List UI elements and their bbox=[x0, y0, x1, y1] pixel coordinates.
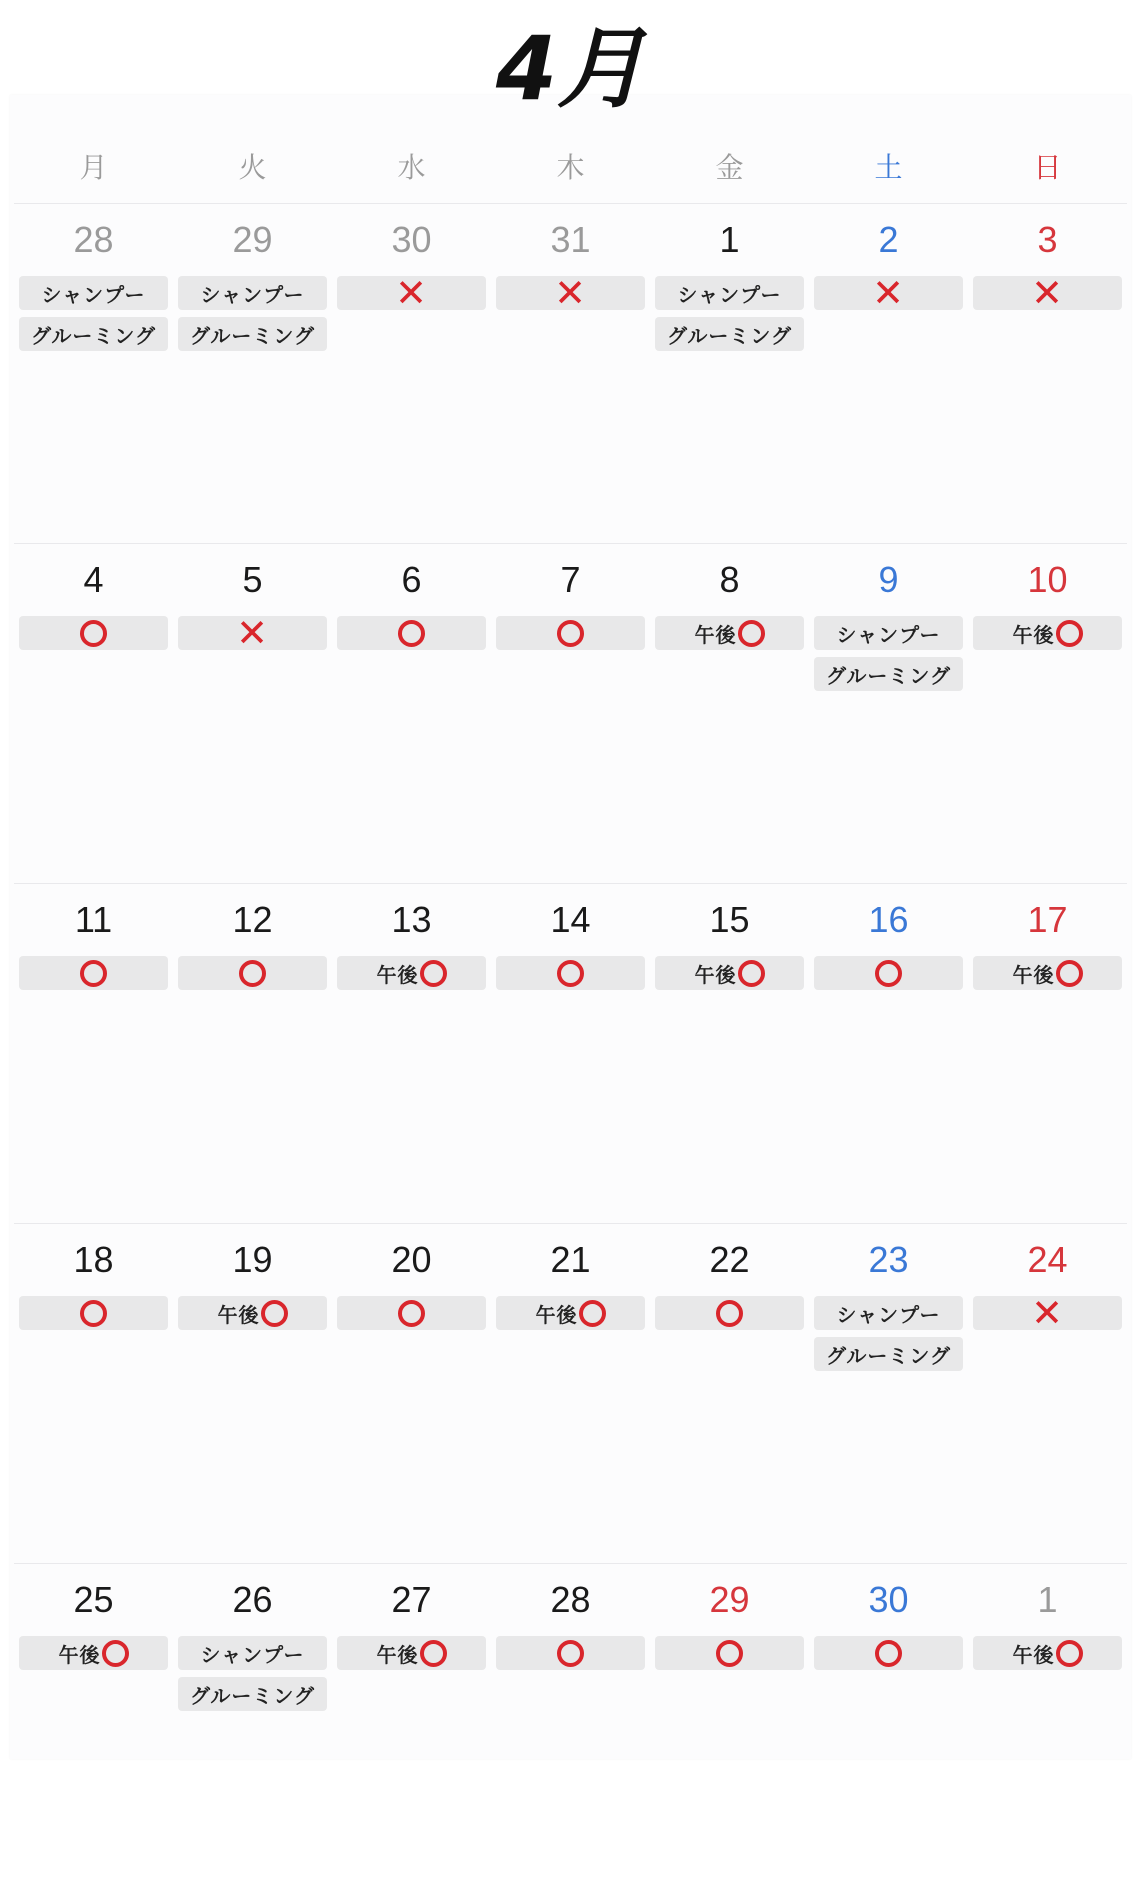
day-number: 1 bbox=[1037, 1579, 1058, 1620]
unavailable-cross-icon[interactable]: ✕ bbox=[178, 616, 327, 650]
grooming-tag[interactable]: グルーミング bbox=[814, 657, 963, 691]
day-events bbox=[496, 276, 645, 317]
available-circle-icon[interactable] bbox=[814, 1636, 963, 1670]
shampoo-tag[interactable]: シャンプー bbox=[814, 616, 963, 650]
day-cell[interactable] bbox=[968, 1224, 1127, 1564]
grooming-tag[interactable]: グルーミング bbox=[655, 317, 804, 351]
day-events bbox=[655, 616, 804, 657]
calendar-week-3 bbox=[14, 883, 1127, 1224]
afternoon-label: 午後 bbox=[1012, 1642, 1055, 1667]
day-number: 21 bbox=[550, 1239, 591, 1280]
day-events bbox=[337, 1636, 486, 1677]
day-events bbox=[19, 616, 168, 657]
unavailable-cross-icon[interactable]: ✕ bbox=[496, 276, 645, 310]
day-cell[interactable] bbox=[968, 204, 1127, 544]
day-cell[interactable] bbox=[809, 1224, 968, 1564]
shampoo-tag[interactable]: シャンプー bbox=[178, 276, 327, 310]
day-cell[interactable] bbox=[332, 884, 491, 1224]
day-events bbox=[655, 1296, 804, 1337]
afternoon-available-tag[interactable] bbox=[973, 616, 1122, 650]
grooming-tag[interactable]: グルーミング bbox=[19, 317, 168, 351]
afternoon-available-tag[interactable] bbox=[973, 1636, 1122, 1670]
day-cell[interactable] bbox=[14, 1224, 173, 1564]
day-number: 29 bbox=[709, 1579, 750, 1620]
unavailable-cross-icon[interactable]: ✕ bbox=[814, 276, 963, 310]
day-number: 14 bbox=[550, 899, 591, 940]
day-number: 4 bbox=[83, 559, 104, 600]
shampoo-tag[interactable]: シャンプー bbox=[655, 276, 804, 310]
day-events bbox=[337, 1296, 486, 1337]
day-cell[interactable] bbox=[14, 884, 173, 1224]
day-events bbox=[655, 956, 804, 997]
afternoon-label: 午後 bbox=[217, 1302, 260, 1327]
available-circle-icon[interactable] bbox=[655, 1636, 804, 1670]
available-circle-icon[interactable] bbox=[178, 956, 327, 990]
day-number: 22 bbox=[709, 1239, 750, 1280]
day-number: 28 bbox=[73, 219, 114, 260]
available-circle-icon[interactable] bbox=[19, 616, 168, 650]
weekday-fri: 金 bbox=[715, 151, 744, 184]
afternoon-label: 午後 bbox=[694, 622, 737, 647]
day-events bbox=[496, 1636, 645, 1677]
day-number: 15 bbox=[709, 899, 750, 940]
afternoon-available-tag[interactable] bbox=[19, 1636, 168, 1670]
unavailable-cross-icon[interactable]: ✕ bbox=[337, 276, 486, 310]
day-cell[interactable] bbox=[968, 544, 1127, 884]
afternoon-label: 午後 bbox=[694, 962, 737, 987]
available-circle-icon[interactable] bbox=[19, 1296, 168, 1330]
day-cell[interactable] bbox=[809, 884, 968, 1224]
afternoon-available-tag[interactable] bbox=[655, 956, 804, 990]
shampoo-tag[interactable]: シャンプー bbox=[814, 1296, 963, 1330]
afternoon-label: 午後 bbox=[376, 962, 419, 987]
day-events bbox=[19, 276, 168, 358]
day-events bbox=[178, 956, 327, 997]
day-cell[interactable] bbox=[332, 1224, 491, 1564]
day-number: 25 bbox=[73, 1579, 114, 1620]
day-number: 6 bbox=[401, 559, 422, 600]
calendar-week-4 bbox=[14, 1223, 1127, 1564]
day-cell[interactable] bbox=[173, 884, 332, 1224]
day-number: 19 bbox=[232, 1239, 273, 1280]
day-number: 31 bbox=[550, 219, 591, 260]
day-events bbox=[178, 276, 327, 358]
day-cell[interactable] bbox=[650, 1224, 809, 1564]
weekday-sat: 土 bbox=[874, 151, 903, 184]
available-circle-icon[interactable] bbox=[496, 616, 645, 650]
day-events bbox=[178, 1296, 327, 1337]
available-circle-icon[interactable] bbox=[655, 1296, 804, 1330]
day-number: 11 bbox=[74, 899, 113, 940]
month-title: 4月 bbox=[495, 17, 646, 120]
day-number: 1 bbox=[719, 219, 740, 260]
day-events bbox=[178, 1636, 327, 1718]
calendar-week-5 bbox=[14, 1563, 1127, 1904]
afternoon-available-tag[interactable] bbox=[496, 1296, 645, 1330]
day-cell[interactable] bbox=[14, 204, 173, 544]
day-cell[interactable] bbox=[14, 544, 173, 884]
day-cell[interactable] bbox=[809, 544, 968, 884]
day-cell[interactable] bbox=[650, 1564, 809, 1904]
day-events bbox=[655, 276, 804, 358]
day-events bbox=[973, 616, 1122, 657]
day-cell[interactable] bbox=[332, 544, 491, 884]
grooming-tag[interactable]: グルーミング bbox=[814, 1337, 963, 1371]
day-events bbox=[337, 616, 486, 657]
day-number: 2 bbox=[878, 219, 899, 260]
day-number: 20 bbox=[391, 1239, 432, 1280]
day-number: 26 bbox=[232, 1579, 273, 1620]
day-cell[interactable] bbox=[809, 204, 968, 544]
calendar-week-1 bbox=[14, 203, 1127, 544]
day-cell[interactable] bbox=[809, 1564, 968, 1904]
day-cell[interactable] bbox=[650, 884, 809, 1224]
day-events bbox=[814, 616, 963, 698]
day-number: 23 bbox=[868, 1239, 909, 1280]
day-events bbox=[814, 276, 963, 317]
available-circle-icon[interactable] bbox=[496, 956, 645, 990]
weekday-mon: 月 bbox=[79, 151, 108, 184]
day-cell[interactable] bbox=[173, 1564, 332, 1904]
day-number: 10 bbox=[1027, 559, 1068, 600]
afternoon-label: 午後 bbox=[535, 1302, 578, 1327]
shampoo-tag[interactable]: シャンプー bbox=[19, 276, 168, 310]
available-circle-icon[interactable] bbox=[19, 956, 168, 990]
day-cell[interactable] bbox=[650, 544, 809, 884]
day-number: 12 bbox=[232, 899, 273, 940]
day-number: 30 bbox=[868, 1579, 909, 1620]
day-cell[interactable] bbox=[491, 1224, 650, 1564]
day-events bbox=[19, 1636, 168, 1677]
afternoon-available-tag[interactable] bbox=[973, 956, 1122, 990]
afternoon-label: 午後 bbox=[1012, 962, 1055, 987]
day-cell[interactable] bbox=[14, 1564, 173, 1904]
afternoon-available-tag[interactable] bbox=[655, 616, 804, 650]
day-events bbox=[496, 616, 645, 657]
day-cell[interactable] bbox=[491, 884, 650, 1224]
afternoon-label: 午後 bbox=[376, 1642, 419, 1667]
unavailable-cross-icon[interactable]: ✕ bbox=[973, 1296, 1122, 1330]
day-events bbox=[337, 956, 486, 997]
grooming-tag[interactable]: グルーミング bbox=[178, 317, 327, 351]
weekday-tue: 火 bbox=[238, 151, 267, 184]
day-number: 30 bbox=[391, 219, 432, 260]
day-events bbox=[814, 1636, 963, 1677]
available-circle-icon[interactable] bbox=[337, 1296, 486, 1330]
day-number: 13 bbox=[391, 899, 432, 940]
available-circle-icon[interactable] bbox=[496, 1636, 645, 1670]
day-number: 16 bbox=[868, 899, 909, 940]
day-number: 7 bbox=[560, 559, 581, 600]
day-number: 24 bbox=[1027, 1239, 1068, 1280]
day-events bbox=[973, 956, 1122, 997]
day-number: 18 bbox=[73, 1239, 114, 1280]
day-events bbox=[814, 1296, 963, 1378]
day-events bbox=[337, 276, 486, 317]
day-cell[interactable] bbox=[650, 204, 809, 544]
day-number: 17 bbox=[1027, 899, 1068, 940]
day-events bbox=[973, 1296, 1122, 1337]
day-number: 9 bbox=[878, 559, 899, 600]
weekday-wed: 水 bbox=[397, 151, 426, 184]
day-cell[interactable] bbox=[968, 1564, 1127, 1904]
afternoon-available-tag[interactable] bbox=[178, 1296, 327, 1330]
day-cell[interactable] bbox=[491, 204, 650, 544]
day-cell[interactable] bbox=[173, 204, 332, 544]
day-cell[interactable] bbox=[332, 204, 491, 544]
day-events bbox=[655, 1636, 804, 1677]
day-events bbox=[814, 956, 963, 997]
afternoon-available-tag[interactable] bbox=[337, 1636, 486, 1670]
available-circle-icon[interactable] bbox=[814, 956, 963, 990]
day-cell[interactable] bbox=[968, 884, 1127, 1224]
day-cell[interactable] bbox=[173, 544, 332, 884]
day-number: 8 bbox=[719, 559, 740, 600]
weekday-header bbox=[14, 144, 1127, 194]
day-number: 29 bbox=[232, 219, 273, 260]
day-events bbox=[178, 616, 327, 657]
shampoo-tag[interactable]: シャンプー bbox=[178, 1636, 327, 1670]
day-number: 28 bbox=[550, 1579, 591, 1620]
day-events bbox=[973, 276, 1122, 317]
day-number: 3 bbox=[1037, 219, 1058, 260]
day-number: 27 bbox=[391, 1579, 432, 1620]
calendar-week-2 bbox=[14, 543, 1127, 884]
day-cell[interactable] bbox=[332, 1564, 491, 1904]
day-cell[interactable] bbox=[173, 1224, 332, 1564]
unavailable-cross-icon[interactable]: ✕ bbox=[973, 276, 1122, 310]
weekday-sun: 日 bbox=[1033, 151, 1062, 184]
weekday-thu: 木 bbox=[556, 151, 585, 184]
day-events bbox=[496, 1296, 645, 1337]
day-events bbox=[973, 1636, 1122, 1677]
day-events bbox=[19, 956, 168, 997]
afternoon-label: 午後 bbox=[1012, 622, 1055, 647]
afternoon-label: 午後 bbox=[58, 1642, 101, 1667]
day-cell[interactable] bbox=[491, 544, 650, 884]
grooming-tag[interactable]: グルーミング bbox=[178, 1677, 327, 1711]
available-circle-icon[interactable] bbox=[337, 616, 486, 650]
afternoon-available-tag[interactable] bbox=[337, 956, 486, 990]
day-number: 5 bbox=[242, 559, 263, 600]
day-events bbox=[496, 956, 645, 997]
day-events bbox=[19, 1296, 168, 1337]
day-cell[interactable] bbox=[491, 1564, 650, 1904]
